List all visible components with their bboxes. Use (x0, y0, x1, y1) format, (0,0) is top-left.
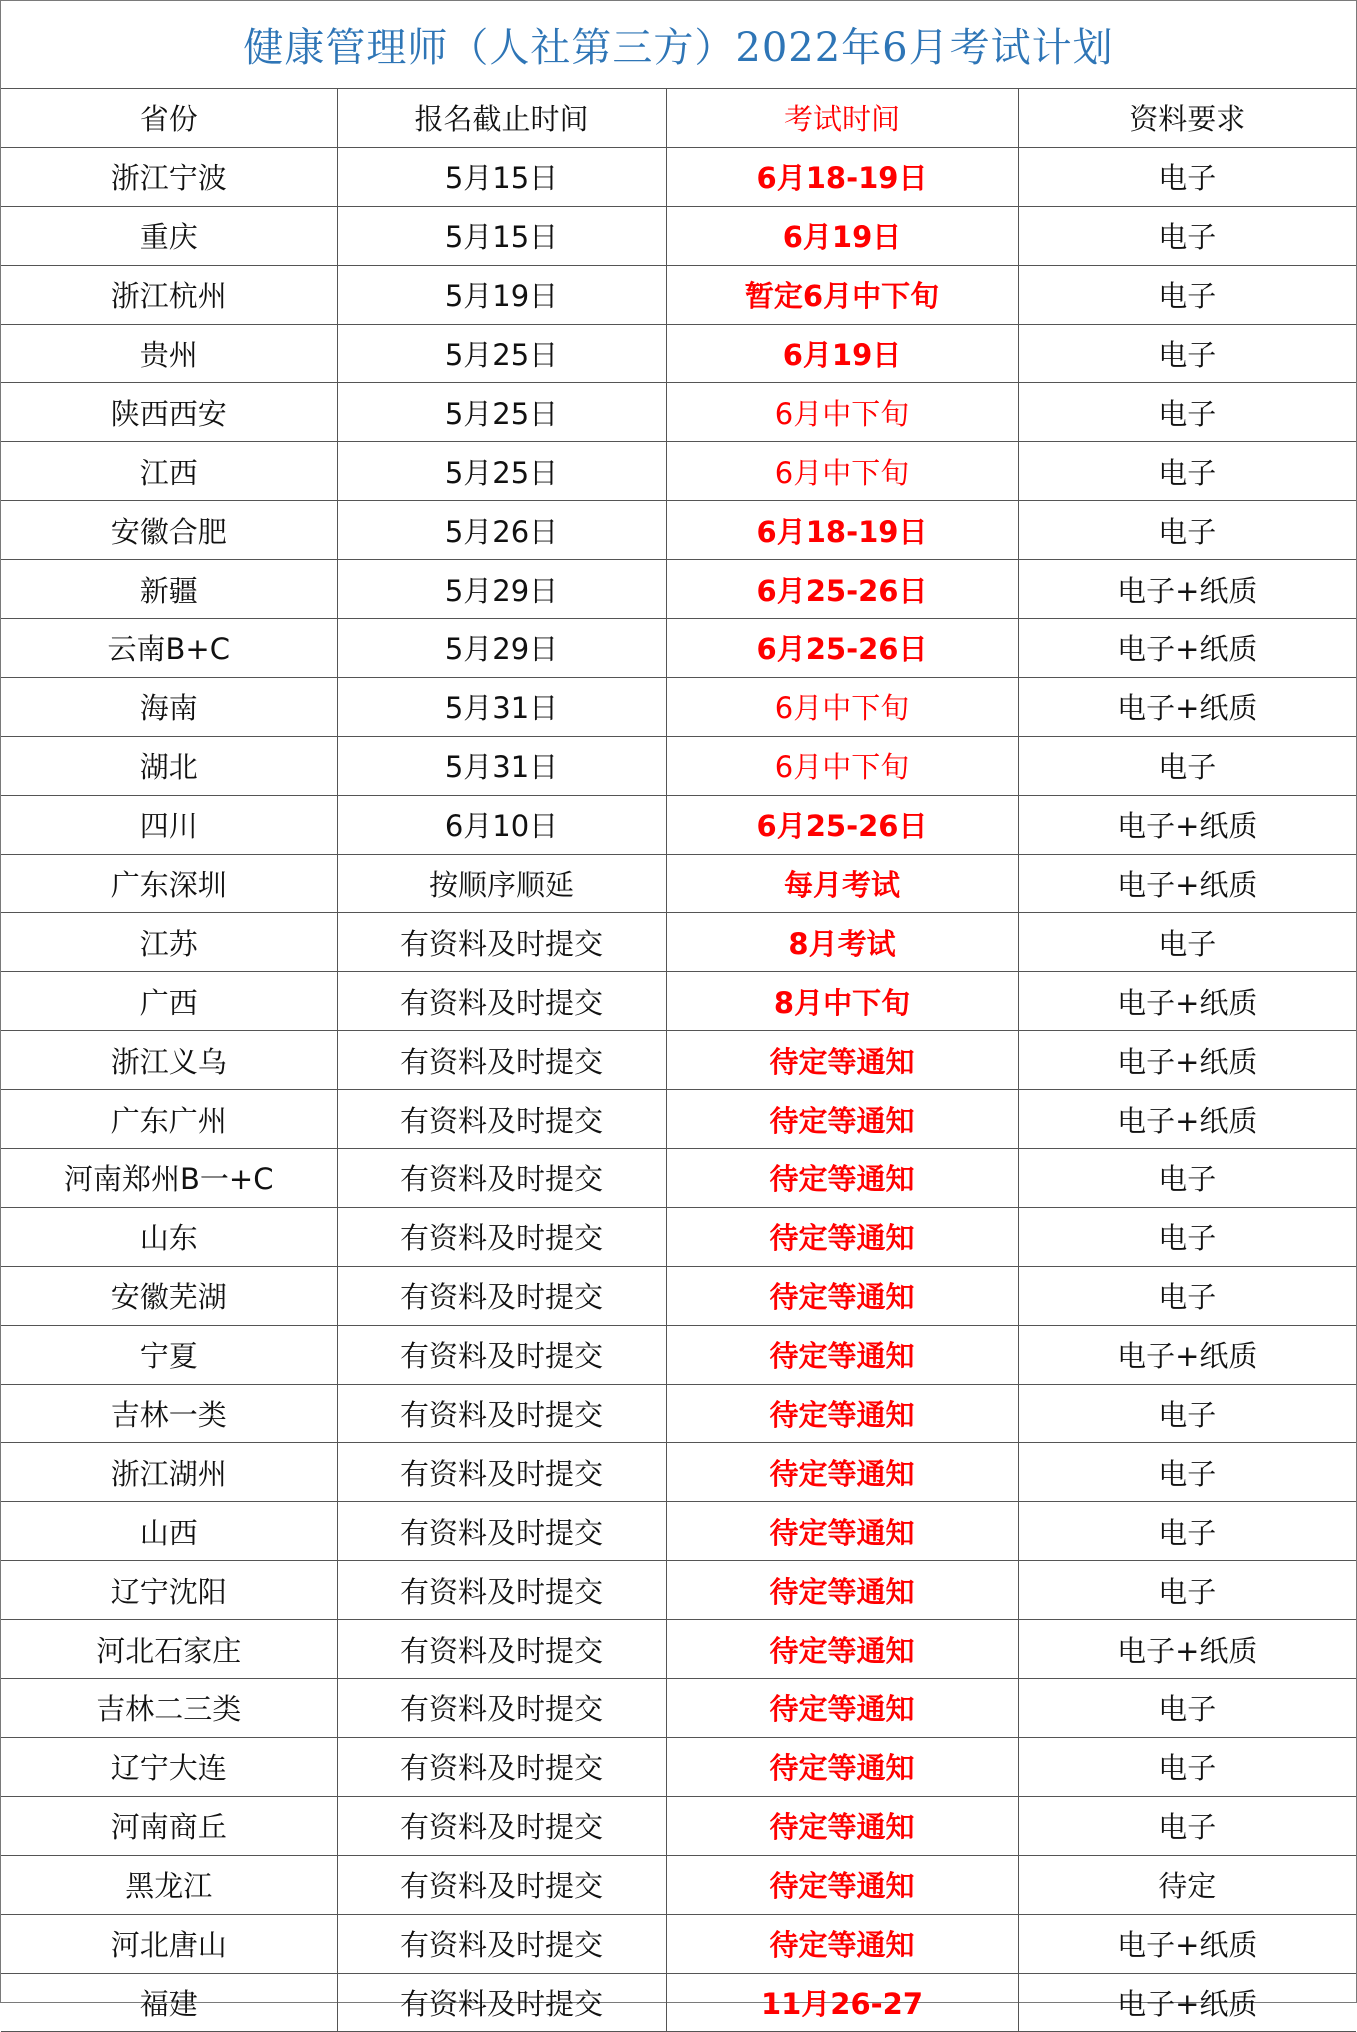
header-province: 省份 (1, 89, 337, 147)
cell-deadline: 5月29日 (337, 619, 666, 678)
cell-exam-time: 待定等通知 (666, 1620, 1018, 1679)
cell-province: 广东深圳 (1, 854, 337, 913)
cell-exam-time: 6月18-19日 (666, 501, 1018, 560)
cell-exam-time: 6月中下旬 (666, 677, 1018, 736)
cell-exam-time: 待定等通知 (666, 1914, 1018, 1973)
cell-deadline: 有资料及时提交 (337, 1737, 666, 1796)
cell-materials: 电子 (1018, 383, 1356, 442)
cell-exam-time: 6月中下旬 (666, 736, 1018, 795)
cell-deadline: 有资料及时提交 (337, 1973, 666, 2032)
cell-materials: 电子 (1018, 1443, 1356, 1502)
cell-deadline: 按顺序顺延 (337, 854, 666, 913)
cell-province: 河南郑州B一+C (1, 1149, 337, 1208)
cell-exam-time: 待定等通知 (666, 1031, 1018, 1090)
cell-exam-time: 8月中下旬 (666, 972, 1018, 1031)
table-row (1, 442, 1356, 501)
cell-materials: 电子 (1018, 736, 1356, 795)
cell-exam-time: 6月25-26日 (666, 619, 1018, 678)
cell-exam-time: 11月26-27 (666, 1973, 1018, 2032)
cell-province: 吉林二三类 (1, 1679, 337, 1738)
cell-deadline: 5月31日 (337, 677, 666, 736)
cell-deadline: 有资料及时提交 (337, 1090, 666, 1149)
table-row (1, 677, 1356, 736)
cell-materials: 电子+纸质 (1018, 677, 1356, 736)
cell-province: 广西 (1, 972, 337, 1031)
cell-materials: 电子 (1018, 1502, 1356, 1561)
table-row (1, 1914, 1356, 1973)
cell-materials: 电子+纸质 (1018, 795, 1356, 854)
cell-exam-time: 每月考试 (666, 854, 1018, 913)
table-row (1, 736, 1356, 795)
cell-deadline: 5月26日 (337, 501, 666, 560)
cell-materials: 电子 (1018, 1384, 1356, 1443)
cell-exam-time: 待定等通知 (666, 1443, 1018, 1502)
table-row (1, 560, 1356, 619)
cell-materials: 电子+纸质 (1018, 972, 1356, 1031)
cell-deadline: 有资料及时提交 (337, 1149, 666, 1208)
cell-materials: 电子 (1018, 206, 1356, 265)
cell-province: 黑龙江 (1, 1855, 337, 1914)
cell-materials: 电子+纸质 (1018, 1031, 1356, 1090)
cell-province: 山西 (1, 1502, 337, 1561)
cell-materials: 电子 (1018, 913, 1356, 972)
cell-materials: 电子 (1018, 1207, 1356, 1266)
cell-province: 新疆 (1, 560, 337, 619)
header-exam-time: 考试时间 (666, 89, 1018, 147)
table-row (1, 913, 1356, 972)
cell-materials: 电子 (1018, 1796, 1356, 1855)
cell-province: 河北唐山 (1, 1914, 337, 1973)
table-row (1, 619, 1356, 678)
cell-materials: 电子+纸质 (1018, 1973, 1356, 2032)
cell-deadline: 5月25日 (337, 442, 666, 501)
cell-materials: 电子+纸质 (1018, 1090, 1356, 1149)
cell-exam-time: 6月25-26日 (666, 795, 1018, 854)
table-header-row (1, 89, 1356, 147)
table-row (1, 1149, 1356, 1208)
cell-materials: 电子+纸质 (1018, 854, 1356, 913)
cell-deadline: 有资料及时提交 (337, 913, 666, 972)
table-row (1, 1443, 1356, 1502)
cell-exam-time: 待定等通知 (666, 1561, 1018, 1620)
cell-province: 海南 (1, 677, 337, 736)
cell-deadline: 5月25日 (337, 383, 666, 442)
cell-deadline: 5月15日 (337, 147, 666, 206)
table-row (1, 1620, 1356, 1679)
cell-province: 河南商丘 (1, 1796, 337, 1855)
cell-exam-time: 待定等通知 (666, 1502, 1018, 1561)
cell-materials: 电子 (1018, 442, 1356, 501)
cell-exam-time: 暂定6月中下旬 (666, 265, 1018, 324)
table-row (1, 795, 1356, 854)
cell-deadline: 有资料及时提交 (337, 1031, 666, 1090)
cell-materials: 电子+纸质 (1018, 1914, 1356, 1973)
cell-materials: 电子+纸质 (1018, 1620, 1356, 1679)
cell-deadline: 有资料及时提交 (337, 1561, 666, 1620)
header-deadline: 报名截止时间 (337, 89, 666, 147)
cell-materials: 电子 (1018, 265, 1356, 324)
table-row (1, 501, 1356, 560)
cell-exam-time: 待定等通知 (666, 1325, 1018, 1384)
cell-deadline: 有资料及时提交 (337, 1384, 666, 1443)
cell-materials: 电子 (1018, 1561, 1356, 1620)
cell-province: 陕西西安 (1, 383, 337, 442)
table-body (1, 147, 1356, 2032)
table-row (1, 265, 1356, 324)
cell-province: 辽宁大连 (1, 1737, 337, 1796)
cell-exam-time: 6月18-19日 (666, 147, 1018, 206)
cell-exam-time: 6月中下旬 (666, 442, 1018, 501)
cell-deadline: 5月25日 (337, 324, 666, 383)
cell-province: 河北石家庄 (1, 1620, 337, 1679)
cell-deadline: 5月31日 (337, 736, 666, 795)
cell-province: 浙江义乌 (1, 1031, 337, 1090)
table-row (1, 972, 1356, 1031)
cell-exam-time: 6月25-26日 (666, 560, 1018, 619)
cell-exam-time: 6月19日 (666, 206, 1018, 265)
cell-province: 江西 (1, 442, 337, 501)
table-row (1, 854, 1356, 913)
header-materials: 资料要求 (1018, 89, 1356, 147)
cell-province: 云南B+C (1, 619, 337, 678)
cell-deadline: 6月10日 (337, 795, 666, 854)
cell-materials: 电子+纸质 (1018, 619, 1356, 678)
cell-province: 安徽合肥 (1, 501, 337, 560)
table-row (1, 1031, 1356, 1090)
cell-province: 安徽芜湖 (1, 1266, 337, 1325)
table-row (1, 383, 1356, 442)
cell-province: 辽宁沈阳 (1, 1561, 337, 1620)
cell-exam-time: 待定等通知 (666, 1266, 1018, 1325)
exam-schedule-table (1, 89, 1356, 2032)
cell-deadline: 有资料及时提交 (337, 1796, 666, 1855)
cell-exam-time: 待定等通知 (666, 1384, 1018, 1443)
cell-materials: 电子+纸质 (1018, 560, 1356, 619)
cell-province: 山东 (1, 1207, 337, 1266)
table-row (1, 1855, 1356, 1914)
cell-exam-time: 待定等通知 (666, 1679, 1018, 1738)
cell-exam-time: 待定等通知 (666, 1855, 1018, 1914)
cell-deadline: 5月19日 (337, 265, 666, 324)
table-row (1, 1737, 1356, 1796)
cell-deadline: 有资料及时提交 (337, 1266, 666, 1325)
table-row (1, 1090, 1356, 1149)
cell-deadline: 有资料及时提交 (337, 972, 666, 1031)
cell-materials: 电子 (1018, 501, 1356, 560)
table-row (1, 1561, 1356, 1620)
cell-exam-time: 6月19日 (666, 324, 1018, 383)
table-row (1, 324, 1356, 383)
cell-province: 福建 (1, 1973, 337, 2032)
cell-deadline: 有资料及时提交 (337, 1443, 666, 1502)
cell-province: 贵州 (1, 324, 337, 383)
cell-exam-time: 待定等通知 (666, 1090, 1018, 1149)
cell-province: 浙江湖州 (1, 1443, 337, 1502)
cell-materials: 电子 (1018, 1737, 1356, 1796)
table-row (1, 1796, 1356, 1855)
cell-deadline: 有资料及时提交 (337, 1620, 666, 1679)
table-row (1, 1973, 1356, 2032)
cell-exam-time: 待定等通知 (666, 1149, 1018, 1208)
table-row (1, 147, 1356, 206)
cell-deadline: 有资料及时提交 (337, 1914, 666, 1973)
cell-province: 浙江宁波 (1, 147, 337, 206)
cell-province: 四川 (1, 795, 337, 854)
cell-materials: 待定 (1018, 1855, 1356, 1914)
cell-materials: 电子 (1018, 324, 1356, 383)
cell-province: 吉林一类 (1, 1384, 337, 1443)
cell-deadline: 5月29日 (337, 560, 666, 619)
cell-deadline: 有资料及时提交 (337, 1855, 666, 1914)
table-row (1, 1207, 1356, 1266)
cell-exam-time: 8月考试 (666, 913, 1018, 972)
cell-province: 湖北 (1, 736, 337, 795)
cell-exam-time: 待定等通知 (666, 1796, 1018, 1855)
cell-province: 宁夏 (1, 1325, 337, 1384)
table-row (1, 1502, 1356, 1561)
cell-deadline: 有资料及时提交 (337, 1325, 666, 1384)
cell-exam-time: 6月中下旬 (666, 383, 1018, 442)
cell-deadline: 有资料及时提交 (337, 1679, 666, 1738)
cell-materials: 电子 (1018, 1679, 1356, 1738)
table-row (1, 1384, 1356, 1443)
table-row (1, 1679, 1356, 1738)
page-title: 健康管理师（人社第三方）2022年6月考试计划 (1, 1, 1356, 89)
cell-deadline: 5月15日 (337, 206, 666, 265)
cell-exam-time: 待定等通知 (666, 1207, 1018, 1266)
cell-province: 广东广州 (1, 1090, 337, 1149)
cell-materials: 电子+纸质 (1018, 1325, 1356, 1384)
cell-province: 重庆 (1, 206, 337, 265)
cell-materials: 电子 (1018, 147, 1356, 206)
cell-deadline: 有资料及时提交 (337, 1502, 666, 1561)
table-row (1, 206, 1356, 265)
cell-exam-time: 待定等通知 (666, 1737, 1018, 1796)
cell-materials: 电子 (1018, 1266, 1356, 1325)
cell-deadline: 有资料及时提交 (337, 1207, 666, 1266)
cell-province: 浙江杭州 (1, 265, 337, 324)
table-row (1, 1266, 1356, 1325)
cell-province: 江苏 (1, 913, 337, 972)
table-row (1, 1325, 1356, 1384)
cell-materials: 电子 (1018, 1149, 1356, 1208)
